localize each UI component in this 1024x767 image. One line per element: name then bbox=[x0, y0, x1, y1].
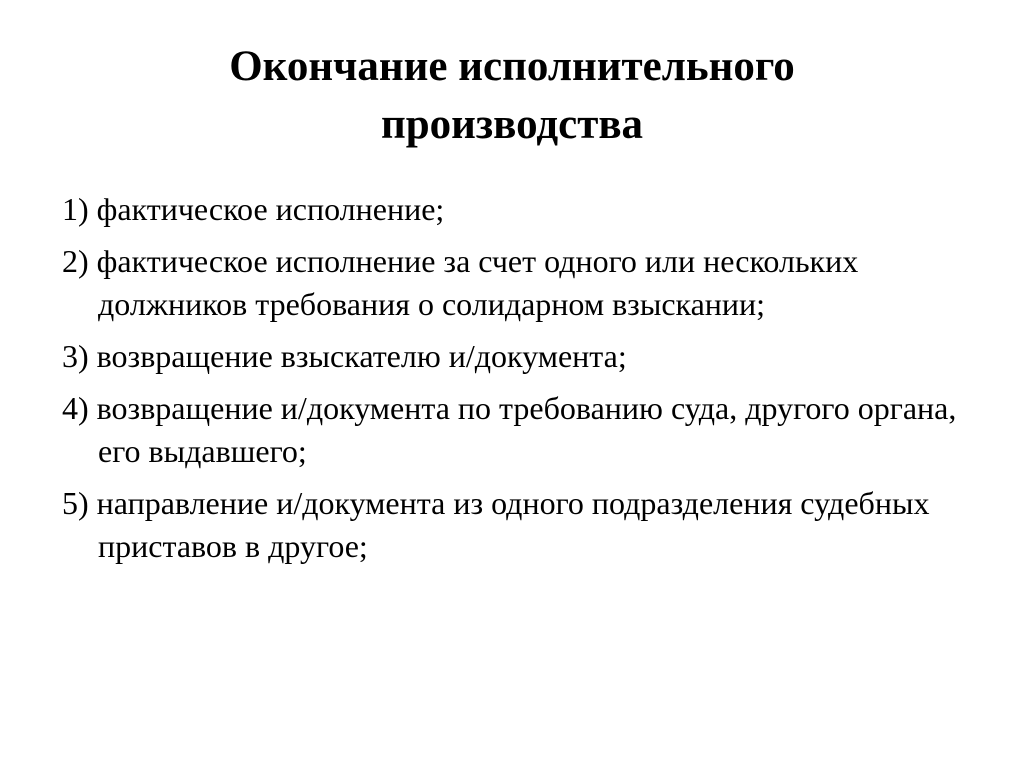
list-item: 4) возвращение и/документа по требованию суда, другого органа, его выдавшего; bbox=[62, 390, 957, 469]
slide-title-line2: производства bbox=[380, 101, 644, 148]
list-item: 3) возвращение взыскателю и/документа; bbox=[62, 338, 627, 374]
list-item: 2) фактическое исполнение за счет одного или нескольких должников требования о солидарном взыскании; bbox=[62, 243, 859, 322]
slide-title-line1: Окончание исполнительного bbox=[229, 43, 795, 90]
termination-grounds-list bbox=[62, 188, 962, 577]
slide-title bbox=[100, 38, 924, 154]
list-item: 1) фактическое исполнение; bbox=[62, 191, 445, 227]
list-item: 5) направление и/документа из одного подразделения судебных приставов в другое; bbox=[62, 485, 930, 564]
